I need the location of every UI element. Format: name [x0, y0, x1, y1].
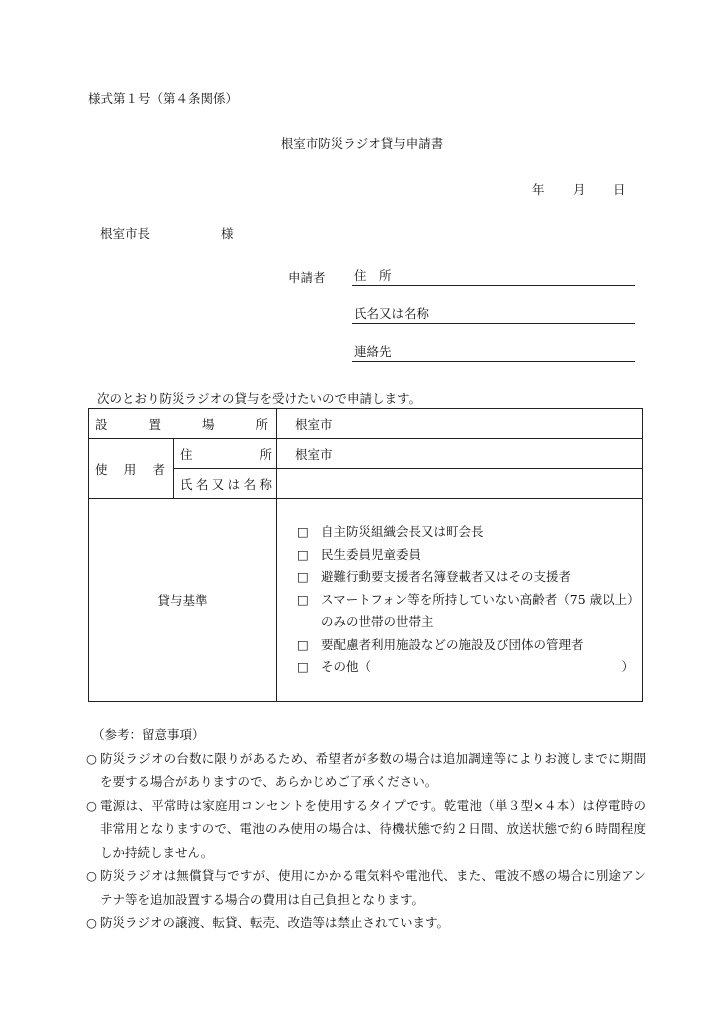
- criteria-option[interactable]: □ 自主防災組織会長又は町会長: [297, 521, 642, 544]
- other-open: その他（: [321, 659, 372, 675]
- applicant-address-label: 住 所: [354, 268, 392, 283]
- criteria-options: [277, 499, 643, 702]
- note-item: ○ 防災ラジオの台数に限りがあるため、希望者が多数の場合は追加調達等によりお渡しまでに期間を要する場合がありますので、あらかじめご了承ください。: [86, 747, 646, 794]
- addressee-honorific: 様: [221, 226, 234, 241]
- applicant-contact-label: 連絡先: [354, 344, 392, 359]
- criteria-option[interactable]: □ 避難行動要支援者名簿登載者又はその支援者: [297, 566, 642, 589]
- circle-mark-icon: ○: [86, 868, 97, 883]
- criteria-option[interactable]: □ 民生委員児童委員: [297, 544, 642, 567]
- application-table: [88, 408, 643, 702]
- criteria-option-other[interactable]: [297, 656, 642, 679]
- user-address-value[interactable]: 根室市: [277, 439, 643, 469]
- applicant-name-field[interactable]: [352, 305, 635, 324]
- document-title: 根室市防災ラジオ貸与申請書: [280, 136, 444, 151]
- user-name-label: 氏 名 又 は 名 称: [174, 469, 277, 499]
- install-location-value[interactable]: 根室市: [277, 409, 643, 439]
- checkbox-icon[interactable]: □: [297, 659, 309, 675]
- date-day-label: 日: [613, 182, 626, 197]
- addressee-name: 根室市長: [100, 226, 151, 241]
- note-item: ○ 防災ラジオは無償貸与ですが、使用にかかる電気料や電池代、また、電波不感の場合に別途アンテナ等を追加設置する場合の費用は自己負担となります。: [86, 864, 646, 911]
- user-address-label: 住 所: [174, 439, 277, 469]
- checkbox-icon[interactable]: □: [297, 546, 309, 562]
- other-close: ）: [621, 659, 634, 675]
- user-label: 使 用 者: [89, 439, 174, 499]
- intro-text: 次のとおり防災ラジオの貸与を受けたいので申請します。: [97, 391, 422, 406]
- user-address-row: [89, 439, 643, 469]
- notes-section: [86, 723, 646, 935]
- circle-mark-icon: ○: [86, 915, 97, 930]
- notes-heading: （参考：留意事項）: [92, 727, 205, 742]
- date-month-label: 月: [573, 182, 586, 197]
- install-location-label: 設 置 場 所: [89, 409, 277, 439]
- applicant-address-field[interactable]: [352, 267, 635, 286]
- note-item: ○ 防災ラジオの譲渡、転貸、転売、改造等は禁止されています。: [86, 911, 646, 935]
- criteria-label: 貸与基準: [89, 499, 277, 702]
- applicant-contact-field[interactable]: [352, 343, 635, 362]
- checkbox-icon[interactable]: □: [297, 591, 309, 607]
- circle-mark-icon: ○: [86, 750, 97, 766]
- date-year-label: 年: [532, 182, 545, 197]
- checkbox-icon[interactable]: □: [297, 569, 309, 585]
- user-name-value[interactable]: [277, 469, 643, 499]
- checkbox-icon[interactable]: □: [297, 636, 309, 652]
- criteria-row: [89, 499, 643, 702]
- applicant-label: 申請者: [288, 270, 326, 285]
- criteria-option[interactable]: □ 要配慮者利用施設などの施設及び団体の管理者: [297, 634, 642, 657]
- circle-mark-icon: ○: [86, 797, 97, 813]
- form-number: 様式第１号（第４条関係）: [88, 91, 239, 106]
- criteria-option[interactable]: □ スマートフォン等を所持していない高齢者（75 歳以上）のみの世帯の世帯主: [297, 589, 642, 634]
- install-location-row: [89, 409, 643, 439]
- checkbox-icon[interactable]: □: [297, 524, 309, 540]
- applicant-name-label: 氏名又は名称: [354, 306, 430, 321]
- note-item: ○ 電源は、平常時は家庭用コンセントを使用するタイプです。乾電池（単３型×４本）は停電時の非常用となりますので、電池のみ使用の場合は、待機状態で約２日間、放送状態で約６時間程度しか持続しません。: [86, 794, 646, 865]
